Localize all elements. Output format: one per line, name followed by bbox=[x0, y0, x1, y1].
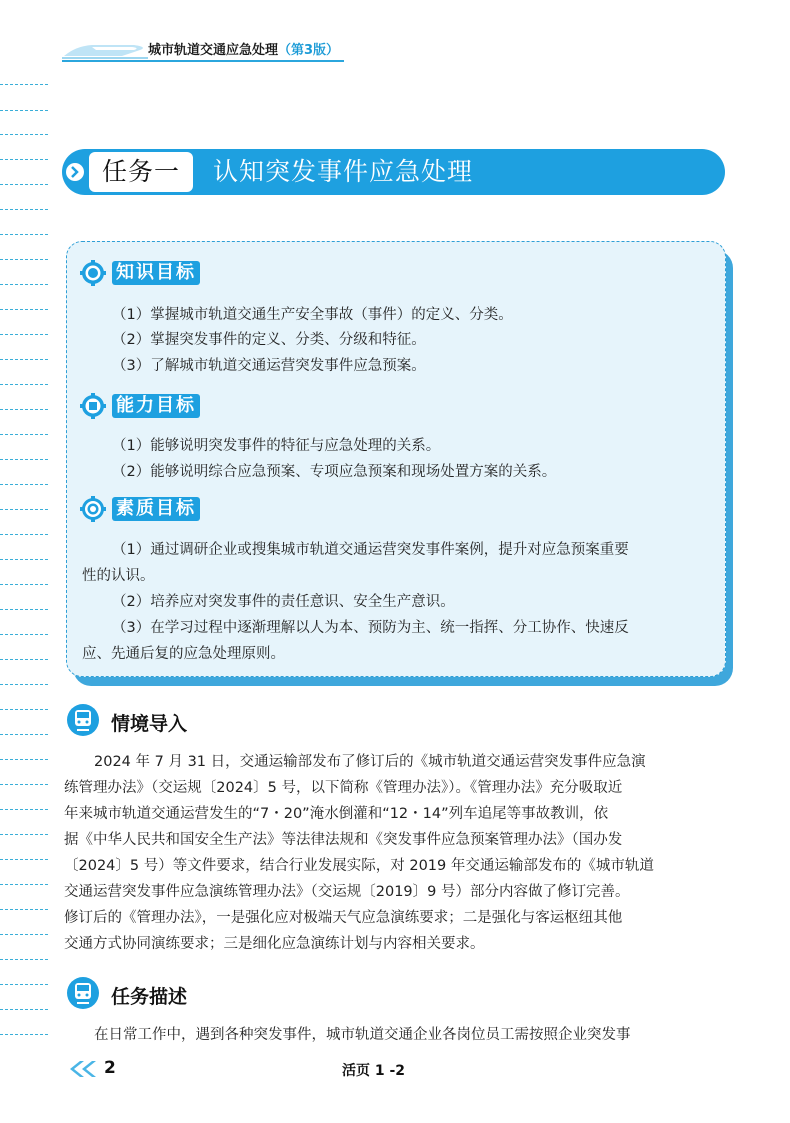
quality-line: （1）通过调研企业或搜集城市轨道交通运营突发事件案例，提升对应急预案重要 bbox=[112, 542, 629, 558]
scenario-title: 情境导入 bbox=[111, 713, 188, 735]
margin-dash bbox=[0, 309, 48, 310]
gear-ability-icon bbox=[80, 393, 106, 419]
margin-dash bbox=[0, 809, 48, 810]
margin-dash bbox=[0, 509, 48, 510]
margin-dash bbox=[0, 84, 48, 85]
margin-dash bbox=[0, 709, 48, 710]
ability-item: （2）能够说明综合应急预案、专项应急预案和现场处置方案的关系。 bbox=[112, 464, 557, 480]
footer-label: 活页 1 -2 bbox=[342, 1063, 406, 1079]
header-rule bbox=[62, 60, 344, 62]
double-chevron-left-icon bbox=[66, 1060, 102, 1078]
margin-dash bbox=[0, 459, 48, 460]
margin-dash bbox=[0, 134, 48, 135]
margin-dash bbox=[0, 559, 48, 560]
margin-dash bbox=[0, 909, 48, 910]
task-description-title: 任务描述 bbox=[111, 986, 188, 1008]
margin-dash bbox=[0, 409, 48, 410]
train-logo-icon bbox=[62, 40, 150, 60]
margin-dash bbox=[0, 209, 48, 210]
quality-line: （3）在学习过程中逐渐理解以人为本、预防为主、统一指挥、分工协作、快速反 bbox=[112, 620, 629, 636]
book-edition: （第3版） bbox=[278, 43, 340, 58]
margin-dash bbox=[0, 659, 48, 660]
margin-dash bbox=[0, 1034, 48, 1035]
metro-train-icon bbox=[66, 703, 100, 737]
quality-title: 素质目标 bbox=[112, 497, 200, 521]
margin-dash bbox=[0, 534, 48, 535]
margin-dash bbox=[0, 259, 48, 260]
scenario-line: 2024 年 7 月 31 日，交通运输部发布了修订后的《城市轨道交通运营突发事件应急演 bbox=[94, 754, 646, 770]
margin-dash bbox=[0, 759, 48, 760]
margin-dash bbox=[0, 384, 48, 385]
margin-dash bbox=[0, 484, 48, 485]
margin-dash bbox=[0, 859, 48, 860]
margin-dash bbox=[0, 734, 48, 735]
gear-knowledge-icon bbox=[80, 260, 106, 286]
margin-dash bbox=[0, 834, 48, 835]
quality-line: 应、先通后复的应急处理原则。 bbox=[82, 646, 285, 662]
knowledge-heading bbox=[80, 260, 200, 286]
scenario-line: 练管理办法》（交运规〔2024〕5 号，以下简称《管理办法》）。《管理办法》充分吸取近 bbox=[64, 780, 623, 796]
gear-quality-icon bbox=[80, 496, 106, 522]
margin-dash bbox=[0, 334, 48, 335]
quality-line: （2）培养应对突发事件的责任意识、安全生产意识。 bbox=[112, 594, 455, 610]
chevron-right-icon bbox=[66, 163, 84, 181]
task-label: 任务一 bbox=[101, 157, 180, 186]
margin-dash bbox=[0, 359, 48, 360]
knowledge-item: （1）掌握城市轨道交通生产安全事故（事件）的定义、分类。 bbox=[112, 307, 513, 323]
quality-line: 性的认识。 bbox=[82, 568, 155, 584]
task-title: 认知突发事件应急处理 bbox=[213, 157, 474, 186]
margin-dash bbox=[0, 284, 48, 285]
margin-dash bbox=[0, 159, 48, 160]
knowledge-item: （3）了解城市轨道交通运营突发事件应急预案。 bbox=[112, 358, 426, 374]
margin-dash bbox=[0, 110, 48, 111]
knowledge-item: （2）掌握突发事件的定义、分类、分级和特征。 bbox=[112, 332, 426, 348]
knowledge-title: 知识目标 bbox=[112, 261, 200, 285]
scenario-line: 修订后的《管理办法》，一是强化应对极端天气应急演练要求；二是强化与客运枢纽其他 bbox=[64, 910, 623, 926]
margin-dash bbox=[0, 184, 48, 185]
page-number: 2 bbox=[104, 1058, 116, 1078]
margin-dash bbox=[0, 959, 48, 960]
margin-dash bbox=[0, 584, 48, 585]
scenario-line: 交通方式协同演练要求；三是细化应急演练计划与内容相关要求。 bbox=[64, 936, 485, 952]
ability-heading bbox=[80, 393, 200, 419]
book-title: 城市轨道交通应急处理 bbox=[148, 43, 279, 58]
scenario-line: 据《中华人民共和国安全生产法》等法律法规和《突发事件应急预案管理办法》（国办发 bbox=[64, 832, 623, 848]
margin-dash bbox=[0, 634, 48, 635]
scenario-line: 〔2024〕5 号）等文件要求，结合行业发展实际，对 2019 年交通运输部发布的《城市轨道 bbox=[64, 858, 654, 874]
margin-dash bbox=[0, 234, 48, 235]
margin-dash bbox=[0, 784, 48, 785]
margin-dash bbox=[0, 1009, 48, 1010]
margin-dash bbox=[0, 434, 48, 435]
ability-item: （1）能够说明突发事件的特征与应急处理的关系。 bbox=[112, 438, 441, 454]
task-description-line: 在日常工作中，遇到各种突发事件，城市轨道交通企业各岗位员工需按照企业突发事 bbox=[94, 1027, 631, 1043]
running-header bbox=[148, 39, 339, 58]
metro-train-icon bbox=[66, 976, 100, 1010]
margin-dash bbox=[0, 934, 48, 935]
ability-title: 能力目标 bbox=[112, 394, 200, 418]
quality-heading bbox=[80, 496, 200, 522]
scenario-line: 交通运营突发事件应急演练管理办法》（交运规〔2019〕9 号）部分内容做了修订完善。 bbox=[64, 884, 630, 900]
scenario-line: 年来城市轨道交通运营发生的“7・20”淹水倒灌和“12・14”列车追尾等事故教训，依 bbox=[64, 806, 609, 822]
margin-dash bbox=[0, 609, 48, 610]
margin-dash bbox=[0, 884, 48, 885]
margin-dash bbox=[0, 684, 48, 685]
margin-dash bbox=[0, 984, 48, 985]
